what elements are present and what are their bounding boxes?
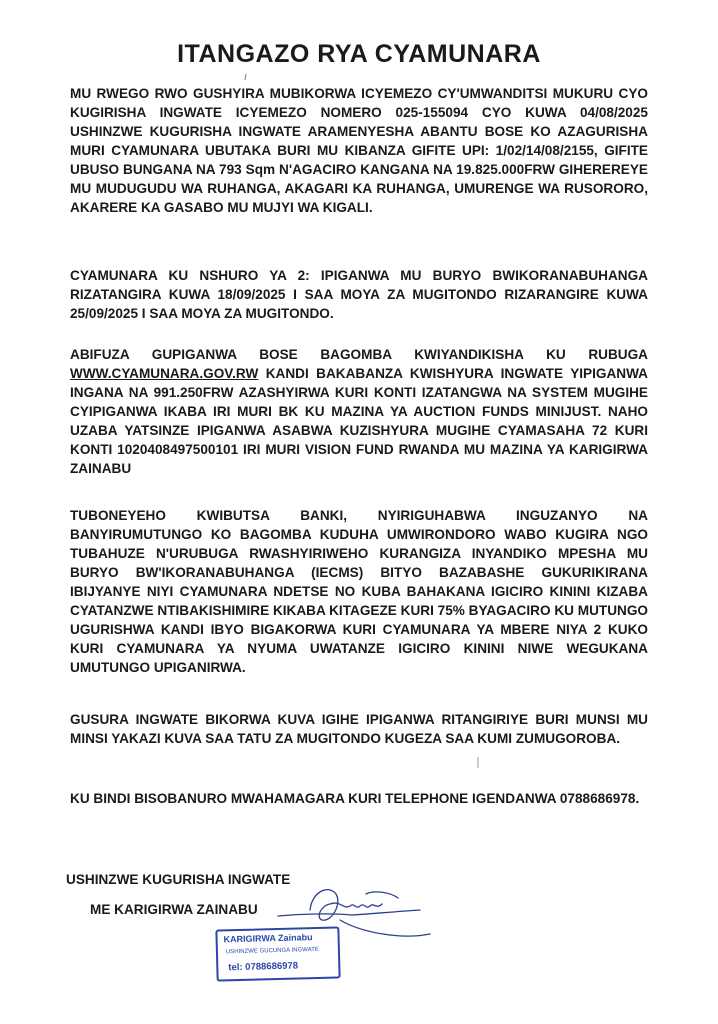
scan-speck-mark xyxy=(474,756,482,770)
registration-text-end: KANDI BAKABANZA KWISHYURA INGWATE YIPIGANWA INGANA NA 991.250FRW AZASHYIRWA KURI KONTI IZATANGWA NA SYSTEM MUGIHE CYIPIGANWA IKABA IRI MURI BK KU MAZINA YA AUCTION FUNDS MINIJUST. NAHO UZABA YATSINZE IPIGANWA ASABWA KUZISHYURA MUGIHE CYAMASAHA 72 KURI KONTI 1020408497500101 IRI MURI VISION FUND RWANDA MU MAZINA YA KARIGIRWA ZAINABU xyxy=(70,366,648,476)
paragraph-contact: KU BINDI BISOBANURO MWAHAMAGARA KURI TELEPHONE IGENDANWA 0788686978. xyxy=(70,791,640,806)
signatory-role: USHINZWE KUGURISHA INGWATE xyxy=(66,872,291,887)
paragraph-intro: MU RWEGO RWO GUSHYIRA MUBIKORWA ICYEMEZO CY'UMWANDITSI MUKURU CYO KUGIRISHA INGWATE ICYEMEZO NOMERO 025-155094 CYO KUWA 04/08/2025 USHINZWE KUGURISHA INGWATE ARAMENYESHA ABANTU BOSE KO AZAGURISHA MURI CYAMUNARA UBUTAKA BURI MU KIBANZA GIFITE UPI: 1/02/14/08/2155, GIFITE UBUSO BUNGANA NA 793 Sqm N'AGACIRO KANGANA NA 19.825.000FRW GIHEREREYE MU MUDUGUDU WA RUHANGA, AKAGARI KA RUHANGA, UMURENGE WA RUSORORO, AKARERE KA GASABO MU MUJYI WA KIGALI. xyxy=(70,86,648,215)
auction-website-link[interactable]: WWW.CYAMUNARA.GOV.RW xyxy=(70,366,259,381)
scan-speck-mark xyxy=(240,72,252,84)
stamp-phone: tel: 0788686978 xyxy=(228,960,299,974)
stamp-name: KARIGIRWA Zainabu xyxy=(223,932,313,945)
official-stamp xyxy=(215,926,340,981)
notice-title: ITANGAZO RYA CYAMUNARA xyxy=(177,40,541,68)
signatory-name: ME KARIGIRWA ZAINABU xyxy=(90,902,258,917)
paragraph-auction-dates: CYAMUNARA KU NSHURO YA 2: IPIGANWA MU BURYO BWIKORANABUHANGA RIZATANGIRA KUWA 18/09/2025 I SAA MOYA ZA MUGITONDO RIZARANGIRE KUWA 25/09/2025 I SAA MOYA ZA MUGITONDO. xyxy=(70,268,648,321)
paragraph-bank-notice: TUBONEYEHO KWIBUTSA BANKI, NYIRIGUHABWA INGUZANYO NA BANYIRUMUTUNGO KO BAGOMBA KUDUHA UMWIRONDORO WABO KUGIRA NGO TUBAHUZE N'URUBUGA RWASHYIRIWEHO KURANGIZA INYANDIKO MPESHA MU BURYO BW'IKORANABUHANGA (IECMS) BITYO BAZABASHE GUKURIKIRANA IBIJYANYE NIYI CYAMUNARA NDETSE NO KUBA BAHAKANA IGICIRO KININI KIZABA CYATANZWE NTIBAKISHIMIRE KIKABA KITAGEZE KURI 75% BYAGACIRO KU MUTUNGO UGURISHWA KANDI IBYO BIGAKORWA KURI CYAMUNARA YA MBERE NIYA 2 KUKO KURI CYAMUNARA YA NYUMA UWATANZE IGICIRO KININI NIWE WEGUKANA UMUTUNGO UPIGANIRWA. xyxy=(70,508,648,675)
stamp-role: USHINZWE GUCUNGA INGWATE xyxy=(225,946,319,956)
registration-text-start: ABIFUZA GUPIGANWA BOSE BAGOMBA KWIYANDIKISHA KU RUBUGA xyxy=(70,347,648,362)
paragraph-registration xyxy=(70,345,648,478)
paragraph-visiting-hours: GUSURA INGWATE BIKORWA KUVA IGIHE IPIGANWA RITANGIRIYE BURI MUNSI MU MINSI YAKAZI KUVA SAA TATU ZA MUGITONDO KUGEZA SAA KUMI ZUMUGOROBA. xyxy=(70,712,648,746)
